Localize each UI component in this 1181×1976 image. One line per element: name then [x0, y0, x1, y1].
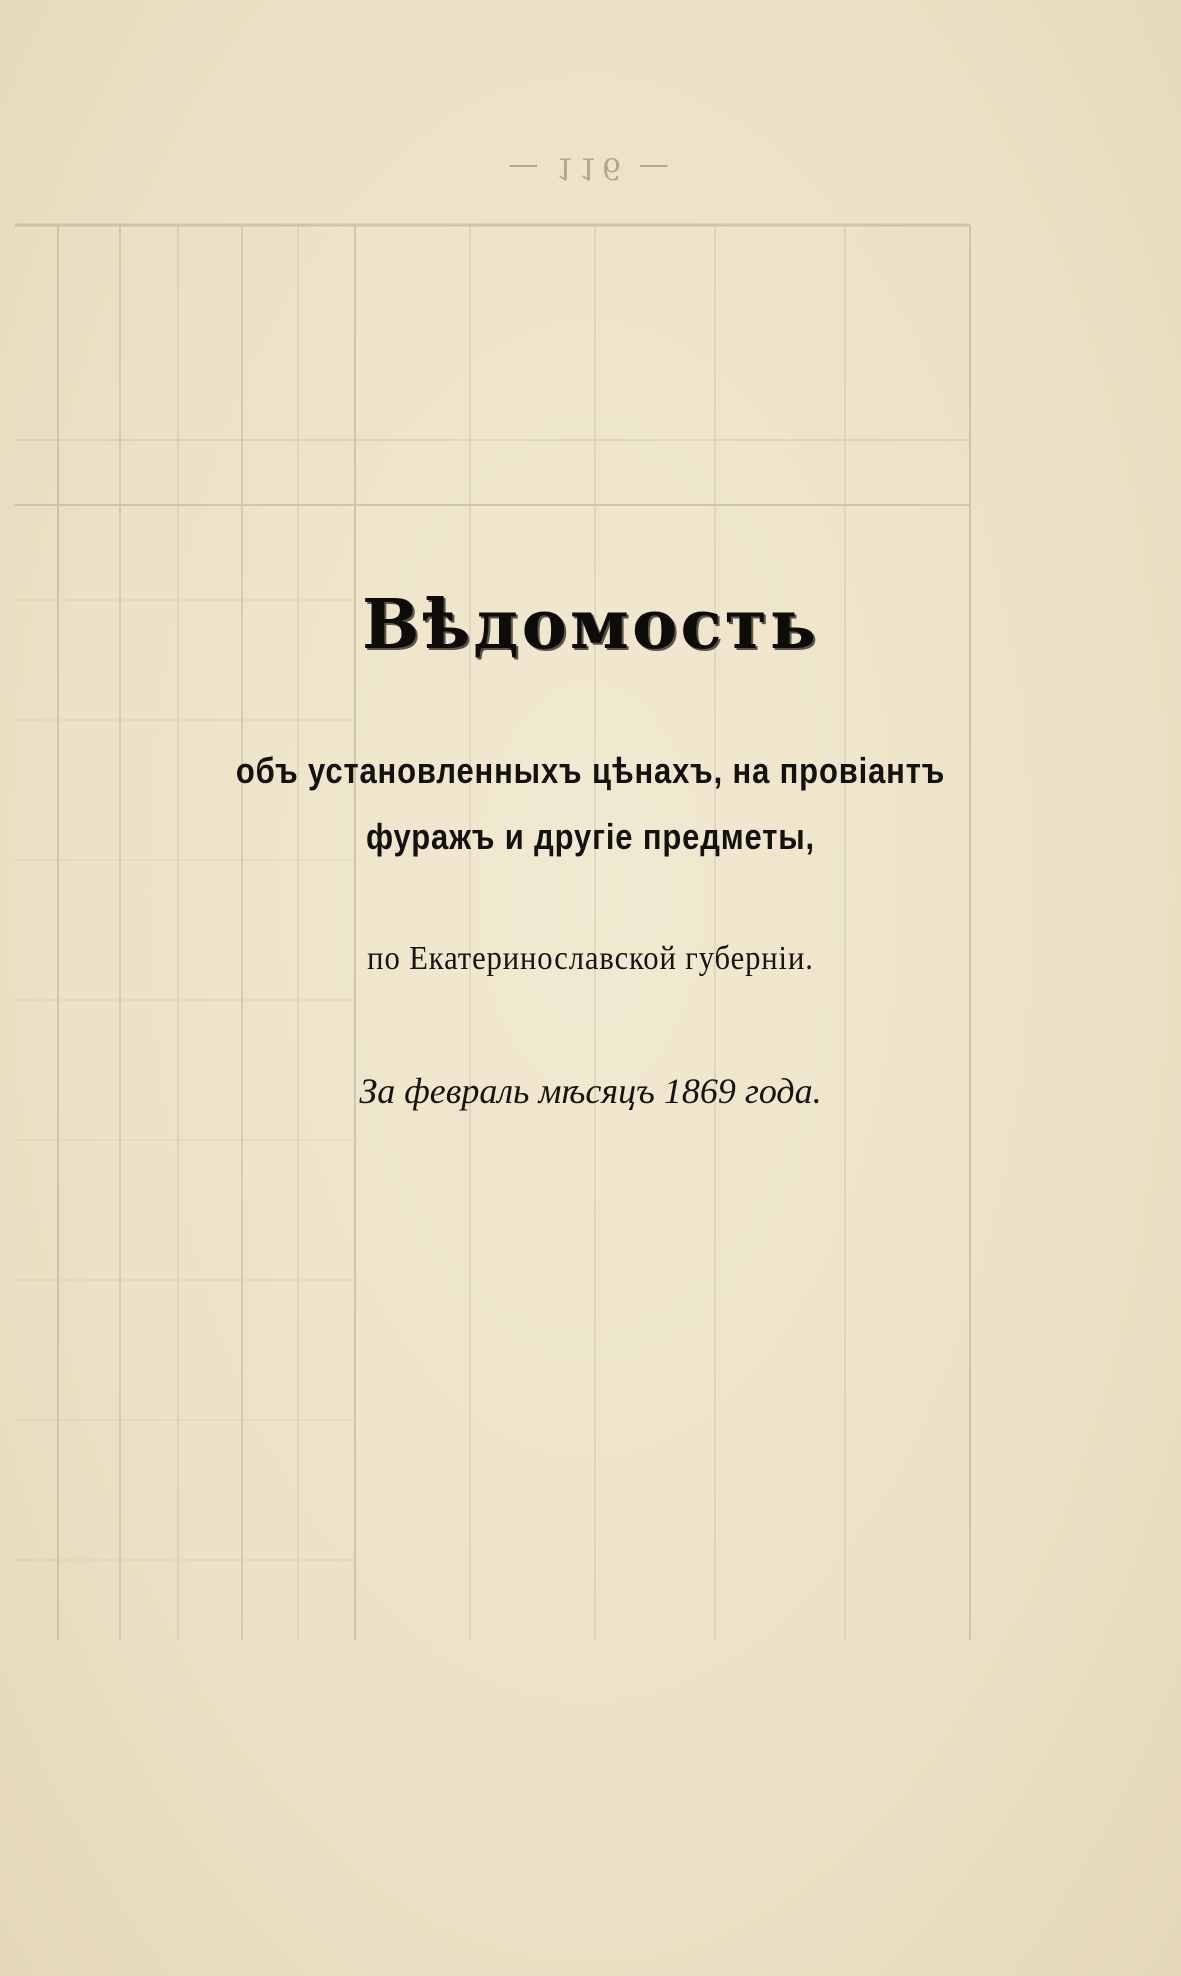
province-line: по Екатеринославской губерніи. [367, 940, 814, 977]
document-subtitle-line-2: фуражъ и другіе предметы, [366, 816, 815, 857]
document-subtitle-line-1: объ установленныхъ цѣнахъ, на провіантъ [235, 750, 946, 791]
document-title: Вѣдомость [361, 585, 820, 665]
page-number-bleed-through: — 116 — [508, 150, 673, 185]
period-line: За февраль мѣсяцъ 1869 года. [359, 1071, 822, 1111]
